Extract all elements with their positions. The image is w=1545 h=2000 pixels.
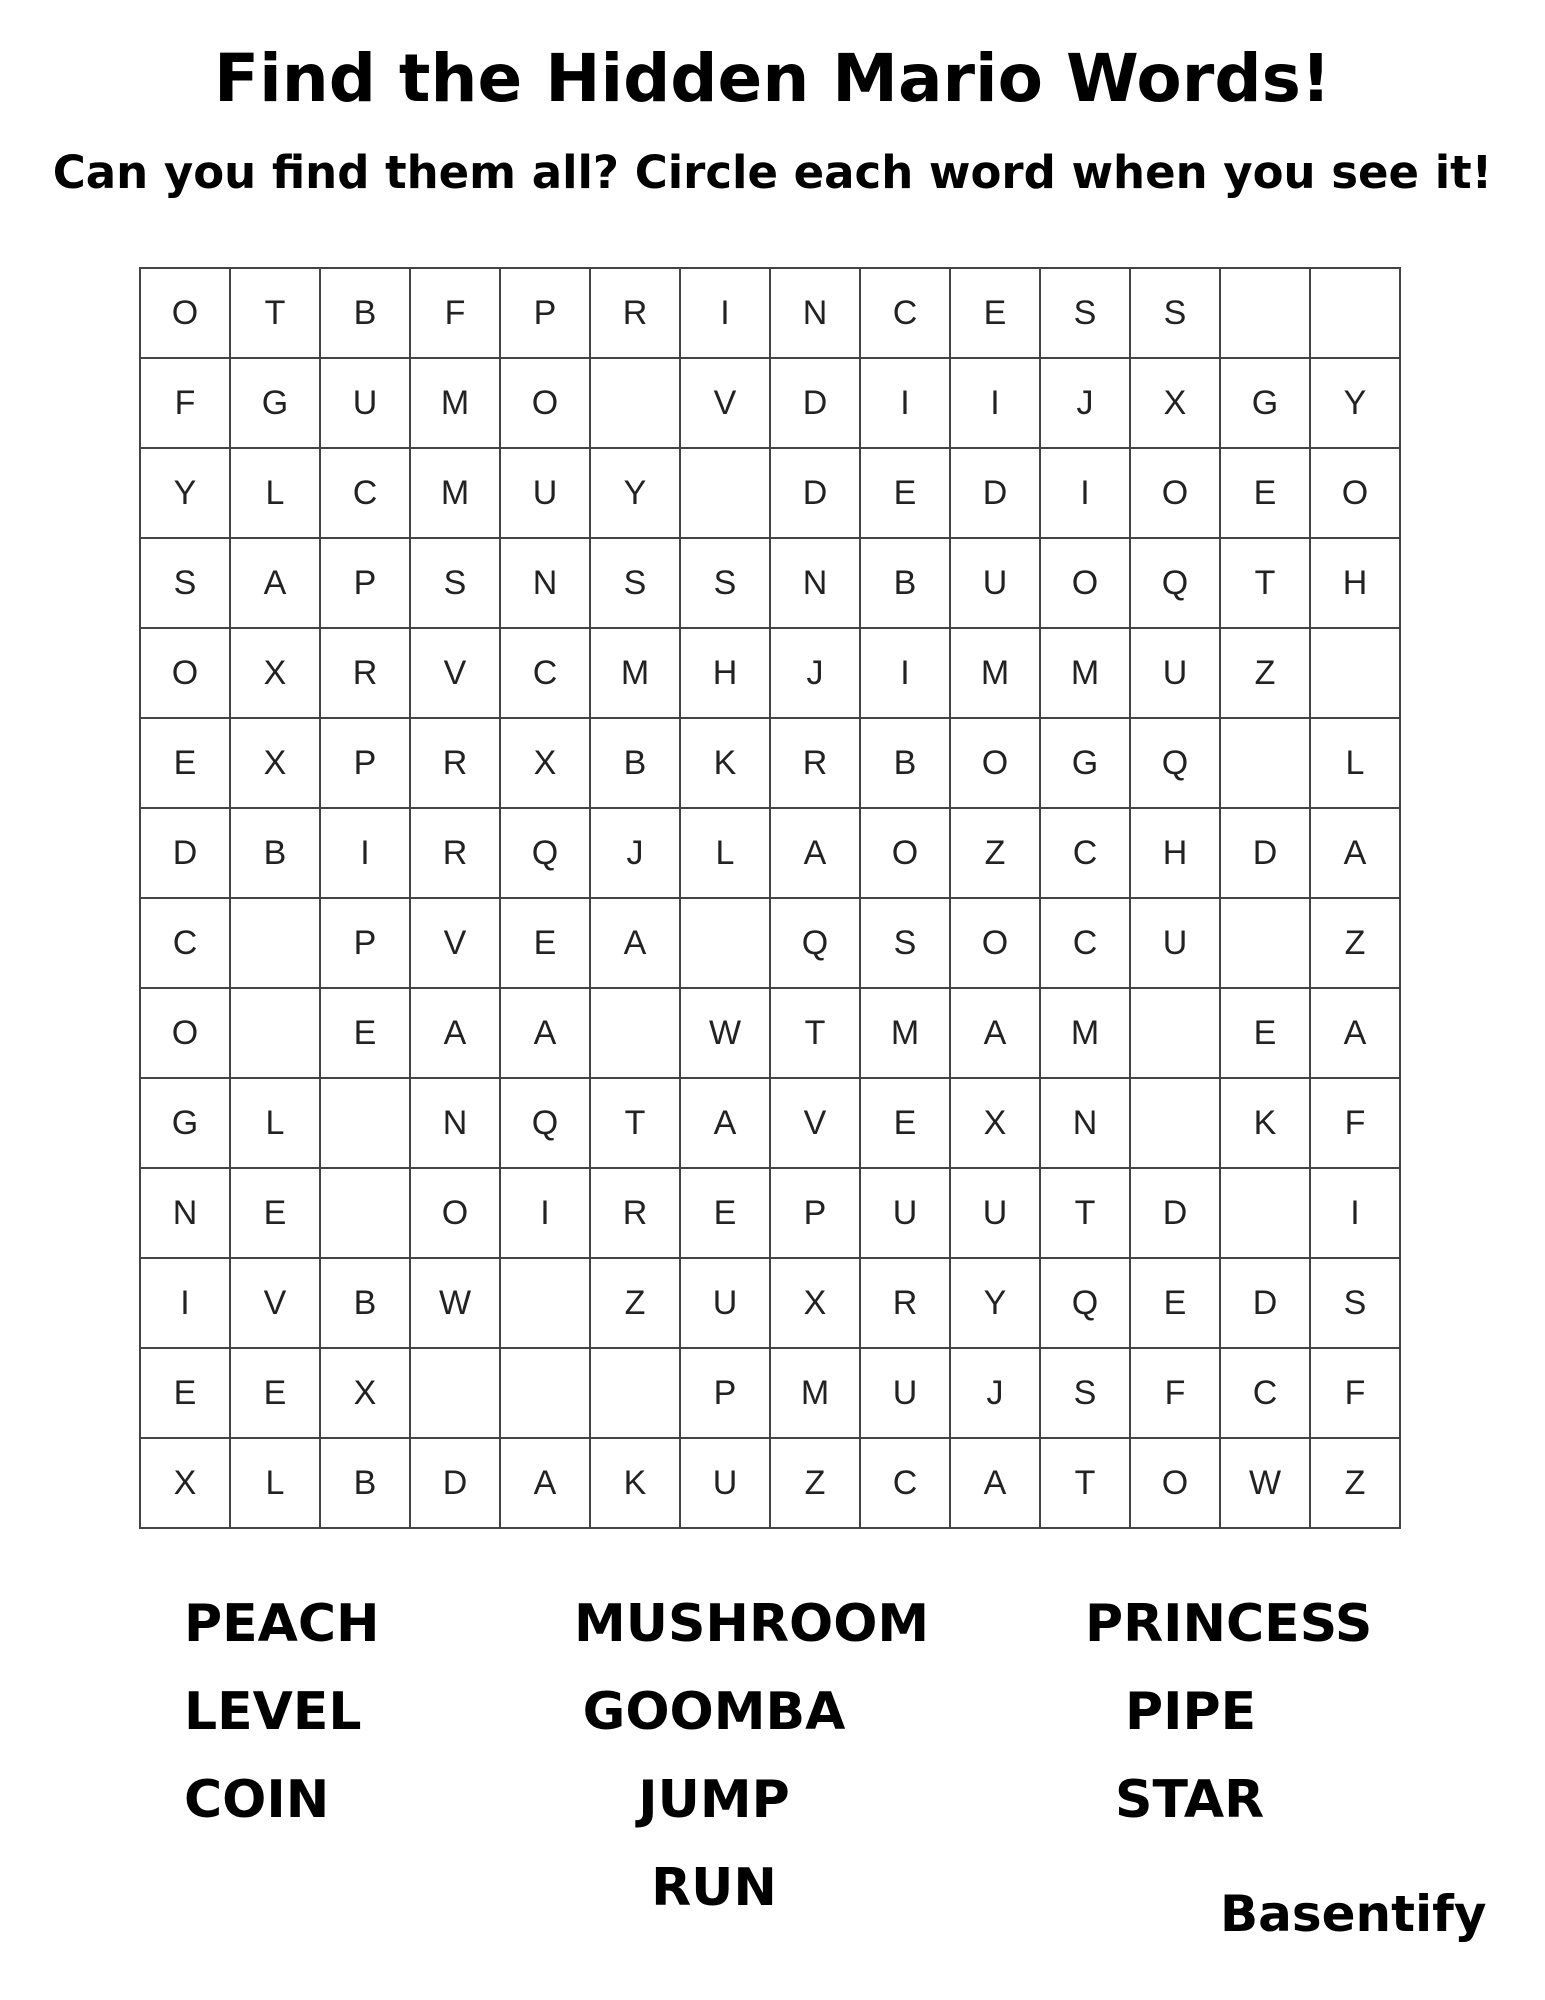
grid-cell: C <box>1041 899 1131 989</box>
grid-cell: D <box>411 1439 501 1529</box>
grid-cell: U <box>1131 899 1221 989</box>
grid-cell <box>321 1079 411 1169</box>
grid-cell: A <box>501 1439 591 1529</box>
grid-cell: M <box>861 989 951 1079</box>
grid-cell: U <box>681 1439 771 1529</box>
grid-cell: L <box>231 1439 321 1529</box>
grid-cell: M <box>411 449 501 539</box>
grid-cell: D <box>1221 1259 1311 1349</box>
grid-cell: T <box>1041 1439 1131 1529</box>
grid-cell: M <box>411 359 501 449</box>
grid-cell: S <box>1311 1259 1401 1349</box>
grid-cell <box>231 899 321 989</box>
grid-cell: Z <box>1311 1439 1401 1529</box>
grid-cell: D <box>141 809 231 899</box>
grid-cell: D <box>771 359 861 449</box>
grid-cell: F <box>141 359 231 449</box>
grid-cell: O <box>951 899 1041 989</box>
grid-cell <box>1221 1169 1311 1259</box>
grid-cell: P <box>321 899 411 989</box>
grid-cell: S <box>591 539 681 629</box>
grid-cell: R <box>411 719 501 809</box>
grid-cell: R <box>411 809 501 899</box>
grid-cell: D <box>1131 1169 1221 1259</box>
grid-cell: O <box>1131 1439 1221 1529</box>
grid-cell: B <box>321 1259 411 1349</box>
grid-cell: E <box>861 1079 951 1169</box>
grid-cell: X <box>321 1349 411 1439</box>
grid-cell: I <box>951 359 1041 449</box>
grid-cell: S <box>141 539 231 629</box>
grid-cell: F <box>1311 1079 1401 1169</box>
grid-cell: Y <box>951 1259 1041 1349</box>
grid-cell: P <box>321 719 411 809</box>
grid-cell <box>681 449 771 539</box>
grid-cell: A <box>411 989 501 1079</box>
grid-cell <box>411 1349 501 1439</box>
grid-cell: R <box>591 1169 681 1259</box>
grid-cell: I <box>501 1169 591 1259</box>
grid-cell: M <box>951 629 1041 719</box>
grid-cell: L <box>681 809 771 899</box>
grid-cell: T <box>591 1079 681 1169</box>
grid-cell: T <box>231 269 321 359</box>
grid-cell: B <box>231 809 321 899</box>
word-jump: JUMP <box>638 1770 790 1830</box>
grid-cell <box>321 1169 411 1259</box>
grid-cell: G <box>1041 719 1131 809</box>
word-mushroom: MUSHROOM <box>574 1594 930 1654</box>
grid-cell: V <box>771 1079 861 1169</box>
grid-cell: N <box>1041 1079 1131 1169</box>
grid-cell: Z <box>1221 629 1311 719</box>
grid-cell <box>591 359 681 449</box>
grid-cell: L <box>231 449 321 539</box>
grid-cell: S <box>411 539 501 629</box>
grid-cell: C <box>1221 1349 1311 1439</box>
word-princess: PRINCESS <box>1085 1594 1373 1654</box>
grid-cell: O <box>501 359 591 449</box>
grid-cell: N <box>501 539 591 629</box>
grid-cell: O <box>141 989 231 1079</box>
grid-cell: B <box>591 719 681 809</box>
grid-cell <box>1221 899 1311 989</box>
brand-logo-text: Basentify <box>1220 1885 1487 1943</box>
grid-cell: P <box>771 1169 861 1259</box>
grid-cell: D <box>951 449 1041 539</box>
word-coin: COIN <box>184 1770 330 1830</box>
grid-cell: I <box>861 629 951 719</box>
grid-cell: E <box>861 449 951 539</box>
grid-cell <box>1131 989 1221 1079</box>
grid-cell: P <box>321 539 411 629</box>
grid-cell: C <box>861 1439 951 1529</box>
grid-cell: S <box>681 539 771 629</box>
word-list-column-2 <box>574 1580 930 1932</box>
grid-cell: P <box>681 1349 771 1439</box>
word-star: STAR <box>1115 1770 1265 1830</box>
grid-cell: E <box>231 1349 321 1439</box>
grid-cell <box>681 899 771 989</box>
grid-cell <box>1311 629 1401 719</box>
grid-cell: W <box>411 1259 501 1349</box>
grid-cell: E <box>501 899 591 989</box>
grid-cell <box>231 989 321 1079</box>
grid-cell: E <box>321 989 411 1079</box>
grid-cell <box>591 1349 681 1439</box>
grid-cell: G <box>1221 359 1311 449</box>
grid-cell <box>1221 719 1311 809</box>
grid-cell: D <box>771 449 861 539</box>
word-run: RUN <box>651 1858 777 1918</box>
grid-cell: S <box>1041 1349 1131 1439</box>
grid-cell: V <box>681 359 771 449</box>
grid-cell: U <box>681 1259 771 1349</box>
grid-cell: G <box>141 1079 231 1169</box>
grid-cell: E <box>1221 989 1311 1079</box>
grid-cell: O <box>1311 449 1401 539</box>
grid-cell: M <box>1041 629 1131 719</box>
grid-cell: O <box>1131 449 1221 539</box>
grid-cell: A <box>231 539 321 629</box>
grid-cell: O <box>951 719 1041 809</box>
word-pipe: PIPE <box>1125 1682 1257 1742</box>
grid-cell <box>591 989 681 1079</box>
grid-cell: O <box>141 269 231 359</box>
grid-cell: J <box>591 809 681 899</box>
grid-cell: A <box>771 809 861 899</box>
grid-cell: A <box>951 989 1041 1079</box>
grid-cell: X <box>951 1079 1041 1169</box>
grid-cell: Z <box>1311 899 1401 989</box>
grid-cell: U <box>1131 629 1221 719</box>
grid-cell: Y <box>1311 359 1401 449</box>
grid-cell: L <box>1311 719 1401 809</box>
grid-cell: X <box>141 1439 231 1529</box>
grid-cell: X <box>771 1259 861 1349</box>
word-search-grid <box>139 267 1401 1529</box>
grid-cell: C <box>321 449 411 539</box>
grid-cell: V <box>231 1259 321 1349</box>
grid-cell: U <box>501 449 591 539</box>
grid-cell: R <box>771 719 861 809</box>
grid-cell <box>1131 1079 1221 1169</box>
grid-cell: I <box>1311 1169 1401 1259</box>
grid-cell: Y <box>591 449 681 539</box>
grid-cell: I <box>861 359 951 449</box>
grid-cell: N <box>411 1079 501 1169</box>
word-peach: PEACH <box>184 1594 380 1654</box>
grid-cell: A <box>681 1079 771 1169</box>
grid-cell: K <box>591 1439 681 1529</box>
grid-cell: A <box>501 989 591 1079</box>
grid-cell: F <box>1131 1349 1221 1439</box>
grid-cell: O <box>141 629 231 719</box>
grid-cell: P <box>501 269 591 359</box>
grid-cell: C <box>861 269 951 359</box>
grid-cell <box>501 1259 591 1349</box>
grid-cell: E <box>231 1169 321 1259</box>
grid-cell: E <box>1131 1259 1221 1349</box>
grid-cell: J <box>771 629 861 719</box>
grid-cell: V <box>411 629 501 719</box>
grid-cell: Q <box>1131 539 1221 629</box>
grid-cell: X <box>231 629 321 719</box>
grid-cell: R <box>321 629 411 719</box>
grid-cell <box>1221 269 1311 359</box>
grid-cell: B <box>321 269 411 359</box>
grid-cell: J <box>1041 359 1131 449</box>
grid-cell <box>501 1349 591 1439</box>
grid-cell: A <box>1311 989 1401 1079</box>
grid-cell: C <box>141 899 231 989</box>
grid-cell: E <box>681 1169 771 1259</box>
grid-cell: T <box>1221 539 1311 629</box>
grid-cell: X <box>231 719 321 809</box>
grid-cell: E <box>141 719 231 809</box>
grid-cell: Q <box>771 899 861 989</box>
grid-cell: F <box>1311 1349 1401 1439</box>
grid-cell: X <box>1131 359 1221 449</box>
grid-cell: T <box>1041 1169 1131 1259</box>
grid-cell: S <box>861 899 951 989</box>
grid-cell: O <box>411 1169 501 1259</box>
grid-cell: N <box>141 1169 231 1259</box>
grid-cell: Y <box>141 449 231 539</box>
grid-cell: B <box>861 719 951 809</box>
grid-cell: C <box>501 629 591 719</box>
grid-cell: B <box>321 1439 411 1529</box>
grid-cell: E <box>1221 449 1311 539</box>
grid-cell: I <box>321 809 411 899</box>
grid-cell: M <box>591 629 681 719</box>
grid-cell: C <box>1041 809 1131 899</box>
grid-cell: A <box>951 1439 1041 1529</box>
grid-cell: W <box>1221 1439 1311 1529</box>
grid-cell: A <box>591 899 681 989</box>
word-goomba: GOOMBA <box>582 1682 846 1742</box>
grid-cell: B <box>861 539 951 629</box>
grid-cell: K <box>681 719 771 809</box>
grid-cell: O <box>861 809 951 899</box>
grid-cell: H <box>1131 809 1221 899</box>
grid-cell: H <box>681 629 771 719</box>
grid-cell: N <box>771 539 861 629</box>
grid-cell: Q <box>501 1079 591 1169</box>
page-title: Find the Hidden Mario Words! <box>214 40 1331 117</box>
grid-cell <box>1311 269 1401 359</box>
grid-cell: J <box>951 1349 1041 1439</box>
grid-cell: U <box>951 1169 1041 1259</box>
grid-cell: U <box>321 359 411 449</box>
grid-cell: Q <box>1041 1259 1131 1349</box>
grid-cell: F <box>411 269 501 359</box>
word-level: LEVEL <box>184 1682 362 1742</box>
grid-cell: Z <box>951 809 1041 899</box>
grid-cell: U <box>951 539 1041 629</box>
grid-cell: O <box>1041 539 1131 629</box>
grid-cell: I <box>1041 449 1131 539</box>
grid-cell: E <box>951 269 1041 359</box>
grid-cell: X <box>501 719 591 809</box>
grid-cell: Q <box>501 809 591 899</box>
grid-cell: L <box>231 1079 321 1169</box>
grid-cell: T <box>771 989 861 1079</box>
word-list-column-3 <box>1085 1580 1372 1844</box>
grid-cell: M <box>1041 989 1131 1079</box>
word-list-column-1 <box>184 1580 380 1844</box>
grid-cell: Q <box>1131 719 1221 809</box>
grid-cell: R <box>591 269 681 359</box>
grid-cell: R <box>861 1259 951 1349</box>
grid-cell: U <box>861 1349 951 1439</box>
grid-cell: I <box>141 1259 231 1349</box>
grid-cell: S <box>1131 269 1221 359</box>
page-subtitle: Can you find them all? Circle each word when you see it! <box>52 146 1493 199</box>
grid-cell: H <box>1311 539 1401 629</box>
grid-cell: Z <box>591 1259 681 1349</box>
grid-cell: M <box>771 1349 861 1439</box>
grid-cell: V <box>411 899 501 989</box>
grid-cell: Z <box>771 1439 861 1529</box>
grid-cell: K <box>1221 1079 1311 1169</box>
grid-cell: S <box>1041 269 1131 359</box>
grid-cell: W <box>681 989 771 1079</box>
grid-cell: G <box>231 359 321 449</box>
grid-cell: A <box>1311 809 1401 899</box>
grid-cell: D <box>1221 809 1311 899</box>
grid-cell: I <box>681 269 771 359</box>
grid-cell: E <box>141 1349 231 1439</box>
grid-cell: N <box>771 269 861 359</box>
grid-cell: U <box>861 1169 951 1259</box>
